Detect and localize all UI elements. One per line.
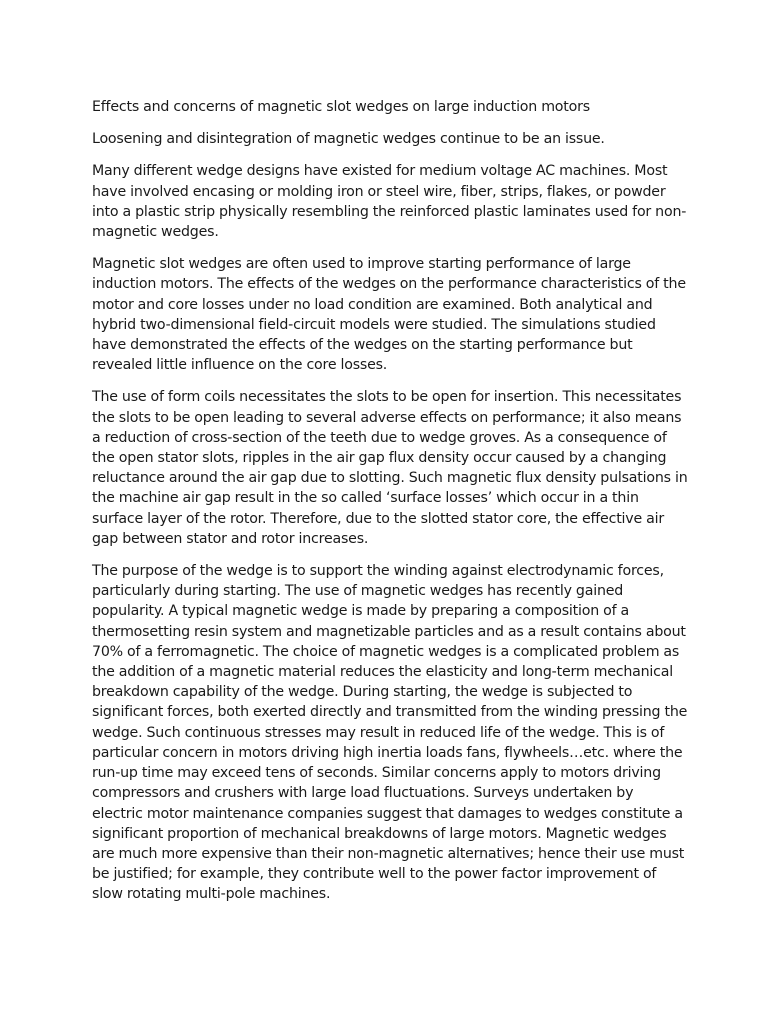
paragraph-starting-performance: Magnetic slot wedges are often used to improve starting performance of large induction motors. The effects of the wedges on the performance characteristics of the motor and core losses under no load condition are examined. Both analytical and hybrid two-dimensional field-circuit models were studied. The simulations studied have demonstrated the effects of the wedges on the starting performance but revealed little influence on the core losses. [92, 256, 686, 374]
paragraph-loosening: Loosening and disintegration of magnetic wedges continue to be an issue. [92, 131, 605, 148]
document-title: Effects and concerns of magnetic slot wedges on large induction motors [92, 99, 590, 115]
paragraph-wedge-designs: Many different wedge designs have existed for medium voltage AC machines. Most have involved encasing or molding iron or steel wire, fiber, strips, flakes, or powder into a plastic strip physically resembling the reinforced plastic laminates used for non-magnetic wedges. [92, 163, 687, 241]
paragraph-wedge-purpose: The purpose of the wedge is to support the winding against electrodynamic forces, particularly during starting. The use of magnetic wedges has recently gained popularity. A typical magnetic wedge is made by preparing a composition of a thermosetting resin system and magnetizable particles and as a result contains about 70% of a ferromagnetic. The choice of magnetic wedges is a complicated problem as the addition of a magnetic material reduces the elasticity and long-term mechanical breakdown capability of the wedge. During starting, the wedge is subjected to significant forces, both exerted directly and transmitted from the winding pressing the wedge. Such continuous stresses may result in reduced life of the wedge. This is of particular concern in motors driving high inertia loads fans, flywheels…etc. where the run-up time may exceed tens of seconds. Similar concerns apply to motors driving compressors and crushers with large load fluctuations. Surveys undertaken by electric motor maintenance companies suggest that damages to wedges constitute a significant proportion of mechanical breakdowns of large motors. Magnetic wedges are much more expensive than their non-magnetic alternatives; hence their use must be justified; for example, they contribute well to the power factor improvement of slow rotating multi-pole machines. [92, 563, 688, 903]
document-page [92, 97, 688, 917]
paragraph-form-coils: The use of form coils necessitates the slots to be open for insertion. This necessitates the slots to be open leading to several adverse effects on performance; it also means a reduction of cross-section of the teeth due to wedge groves. As a consequence of the open stator slots, ripples in the air gap flux density occur caused by a changing reluctance around the air gap due to slotting. Such magnetic flux density pulsations in the machine air gap result in the so called ‘surface losses’ which occur in a thin surface layer of the rotor. Therefore, due to the slotted stator core, the effective air gap between stator and rotor increases. [92, 389, 688, 547]
